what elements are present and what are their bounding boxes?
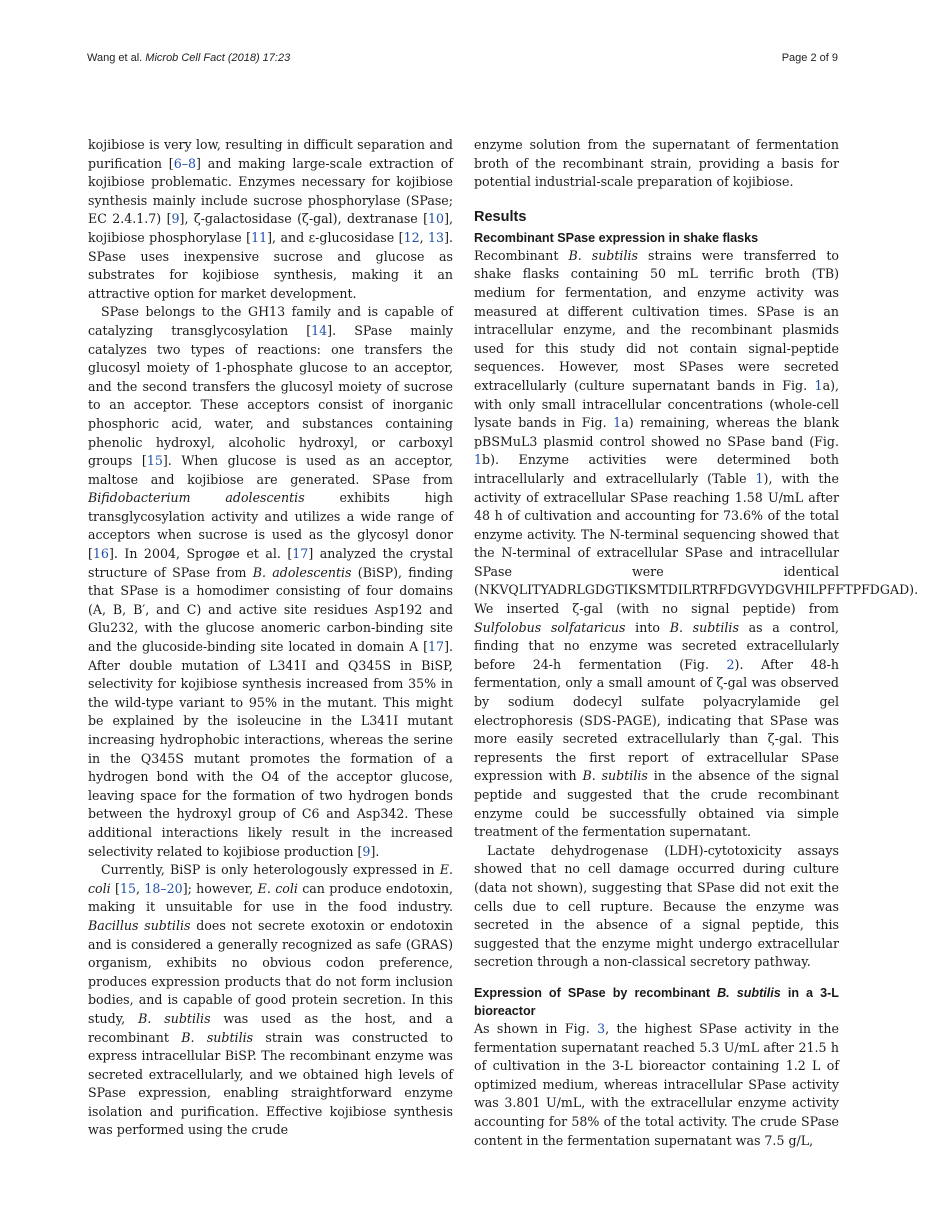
- italic-text: Bacillus subtilis: [88, 917, 191, 933]
- citation-journal: Microb Cell Fact: [145, 52, 225, 64]
- italic-text: Sulfolobus solfataricus: [474, 619, 626, 635]
- paragraph: Recombinant B. subtilis strains were transferred to shake flasks containing 50 mL terrific broth (TB) medium for fermentation, and enzyme activity was measured at different cultivation times. SPase is an intracellular enzyme, and the recombinant plasmids used for this study did not contain signal-peptide sequences. However, most SPases were secreted extracellularly (culture supernatant bands in Fig. 1a), with only small intracellular concentrations (whole-cell lysate bands in Fig. 1a) remaining, whereas the blank pBSMuL3 plasmid control showed no SPase band (Fig. 1b). Enzyme activities were determined both intracellularly and extracellularly (Table 1), with the activity of extracellular SPase reaching 1.58 U/mL after 48 h of cultivation and accounting for 73.6% of the total enzyme activity. The N-terminal sequencing showed that the N-terminal of extracellular SPase and intracellular SPase were identical (NKVQLITYADRLGDGTIKSMTDILRTRFDGVYDGVHILPFFTPFDGAD). We inserted ζ-gal (with no signal peptide) from Sulfolobus solfataricus into B. subtilis as a control, finding that no enzyme was secreted extracellularly before 24-h fermentation (Fig. 2). After 48-h fermentation, only a small amount of ζ-gal was observed by sodium dodecyl sulfate polyacrylamide gel electrophoresis (SDS-PAGE), indicating that SPase was more easily secreted extracellularly than ζ-gal. This represents the first report of extracellular SPase expression with B. subtilis in the absence of the signal peptide and suggested that the crude recombinant enzyme could be successfully obtained via simple treatment of the fermentation supernatant.: [474, 247, 919, 840]
- citation-link[interactable]: 1: [613, 415, 622, 431]
- paragraph: Currently, BiSP is only heterologously expressed in E. coli [15, 18–20]; however, E. coli can produce endotoxin, making it unsuitable for use in the food industry. Bacillus subtilis does not secrete exotoxin or endotoxin and is considered a generally recognized as safe (GRAS) organism, exhibits no obvious codon preference, produces expression products that do not form inclusion bodies, and is capable of good protein secretion. In this study, B. subtilis was used as the host, and a recombinant B. subtilis strain was constructed to express intracellular BiSP. The recombinant enzyme was secreted extracellularly, and we obtained high levels of SPase expression, enabling straightforward enzyme isolation and purification. Effective kojibiose synthesis was performed using the crude: [88, 862, 454, 1138]
- page-number: Page 2 of 9: [781, 52, 838, 64]
- citation-link[interactable]: 9: [171, 211, 180, 227]
- citation-link[interactable]: 16: [92, 546, 109, 562]
- paragraph: enzyme solution from the supernatant of fermentation broth of the recombinant strain, providing a basis for potential industrial-scale preparation of kojibiose.: [474, 137, 839, 190]
- italic-text: E. coli: [257, 880, 298, 896]
- running-header-citation: [87, 52, 290, 64]
- italic-text: E. coli: [88, 862, 453, 896]
- citation-link[interactable]: 11: [251, 229, 268, 245]
- citation-link[interactable]: 15: [119, 880, 136, 896]
- paragraph: As shown in Fig. 3, the highest SPase activity in the fermentation supernatant reached 5.3 U/mL after 21.5 h of cultivation in the 3-L bioreactor containing 1.2 L of optimized medium, whereas intracellular SPase activity was 3.801 U/mL, with the extracellular enzyme activity accounting for 58% of the total activity. The crude SPase content in the fermentation supernatant was 7.5 g/L,: [474, 1020, 839, 1148]
- citation-link[interactable]: 3: [597, 1020, 606, 1036]
- paragraph: SPase belongs to the GH13 family and is capable of catalyzing transglycosylation [14]. SPase mainly catalyzes two types of reactions: one transfers the glucosyl moiety of 1-phosphate glucose to an acceptor, and the second transfers the glucosyl moiety of sucrose to an acceptor. These acceptors consist of inorganic phosphoric acid, water, and substances containing phenolic hydroxyl, alcoholic hydroxyl, or carboxyl groups [15]. When glucose is used as an acceptor, maltose and kojibiose are generated. SPase from Bifidobacterium adolescentis exhibits high transglycosylation activity and utilizes a wide range of acceptors when sucrose is used as the glycosyl donor [16]. In 2004, Sprogøe et al. [17] analyzed the crystal structure of SPase from B. adolescentis (BiSP), finding that SPase is a homodimer consisting of four domains (A, B, B′, and C) and active site residues Asp192 and Glu232, with the glucose anomeric carbon-binding site and the glucoside-binding site located in domain A [17]. After double mutation of L341I and Q345S in BiSP, selectivity for kojibiose synthesis increased from 35% in the wild-type variant to 95% in the mutant. This might be explained by the isoleucine in the L341I mutant increasing hydrophobic interactions, whereas the serine in the Q345S mutant promotes the formation of a hydrogen bond with the O4 of the acceptor glucose, leaving space for the formation of two hydrogen bonds between the hydroxyl group of C6 and Asp342. These additional interactions likely result in the increased selectivity related to kojibiose production [9].: [88, 304, 454, 859]
- citation-link[interactable]: 1: [814, 377, 823, 393]
- italic-text: Bifidobacterium adolescentis: [88, 490, 305, 506]
- italic-text: B. adolescentis: [252, 564, 352, 580]
- right-column: [474, 136, 919, 1150]
- citation-link[interactable]: 10: [428, 211, 445, 227]
- citation-link[interactable]: 15: [146, 453, 163, 469]
- left-column: [88, 136, 453, 1140]
- citation-link[interactable]: 2: [726, 656, 735, 672]
- citation-link[interactable]: 1: [755, 470, 764, 486]
- paragraph: kojibiose is very low, resulting in difficult separation and purification [6–8] and making large-scale extraction of kojibiose problematic. Enzymes necessary for kojibiose synthesis mainly include sucrose phosphorylase (SPase; EC 2.4.1.7) [9], ζ-galactosidase (ζ-gal), dextranase [10], kojibiose phosphorylase [11], and ε-glucosidase [12, 13]. SPase uses inexpensive sucrose and glucose as substrates for kojibiose synthesis, making it an attractive option for market development.: [88, 137, 453, 301]
- citation-rest: (2018) 17:23: [227, 52, 291, 64]
- citation-link[interactable]: 17: [292, 546, 309, 562]
- citation-link[interactable]: 12: [403, 229, 420, 245]
- italic-text: B. subtilis: [717, 985, 781, 1000]
- section-title-results: Results: [474, 208, 527, 225]
- italic-text: B. subtilis: [582, 768, 648, 784]
- italic-text: B. subtilis: [669, 619, 739, 635]
- paragraph: Lactate dehydrogenase (LDH)-cytotoxicity assays showed that no cell damage occurred during culture (data not shown), suggesting that SPase did not exit the cells due to cell rupture. Because the enzyme was secreted in the absence of a signal peptide, this suggested that the enzyme might undergo extracellular secretion through a non-classical secretory pathway.: [474, 842, 839, 970]
- citation-authors: Wang et al.: [87, 52, 143, 64]
- citation-link[interactable]: 17: [428, 639, 445, 655]
- subsection-title-bioreactor: Expression of SPase by recombinant B. subtilis in a 3-L bioreactor: [474, 985, 839, 1018]
- citation-link[interactable]: 6–8: [173, 155, 197, 171]
- citation-link[interactable]: 14: [311, 322, 328, 338]
- italic-text: B. subtilis: [181, 1029, 254, 1045]
- italic-text: B. subtilis: [568, 247, 638, 263]
- subsection-title-shake-flasks: Recombinant SPase expression in shake flasks: [474, 230, 759, 245]
- citation-link[interactable]: 9: [362, 843, 371, 859]
- citation-link[interactable]: 13: [428, 229, 445, 245]
- italic-text: B. subtilis: [138, 1010, 211, 1026]
- citation-link[interactable]: 18–20: [144, 880, 183, 896]
- citation-link[interactable]: 1: [474, 452, 483, 468]
